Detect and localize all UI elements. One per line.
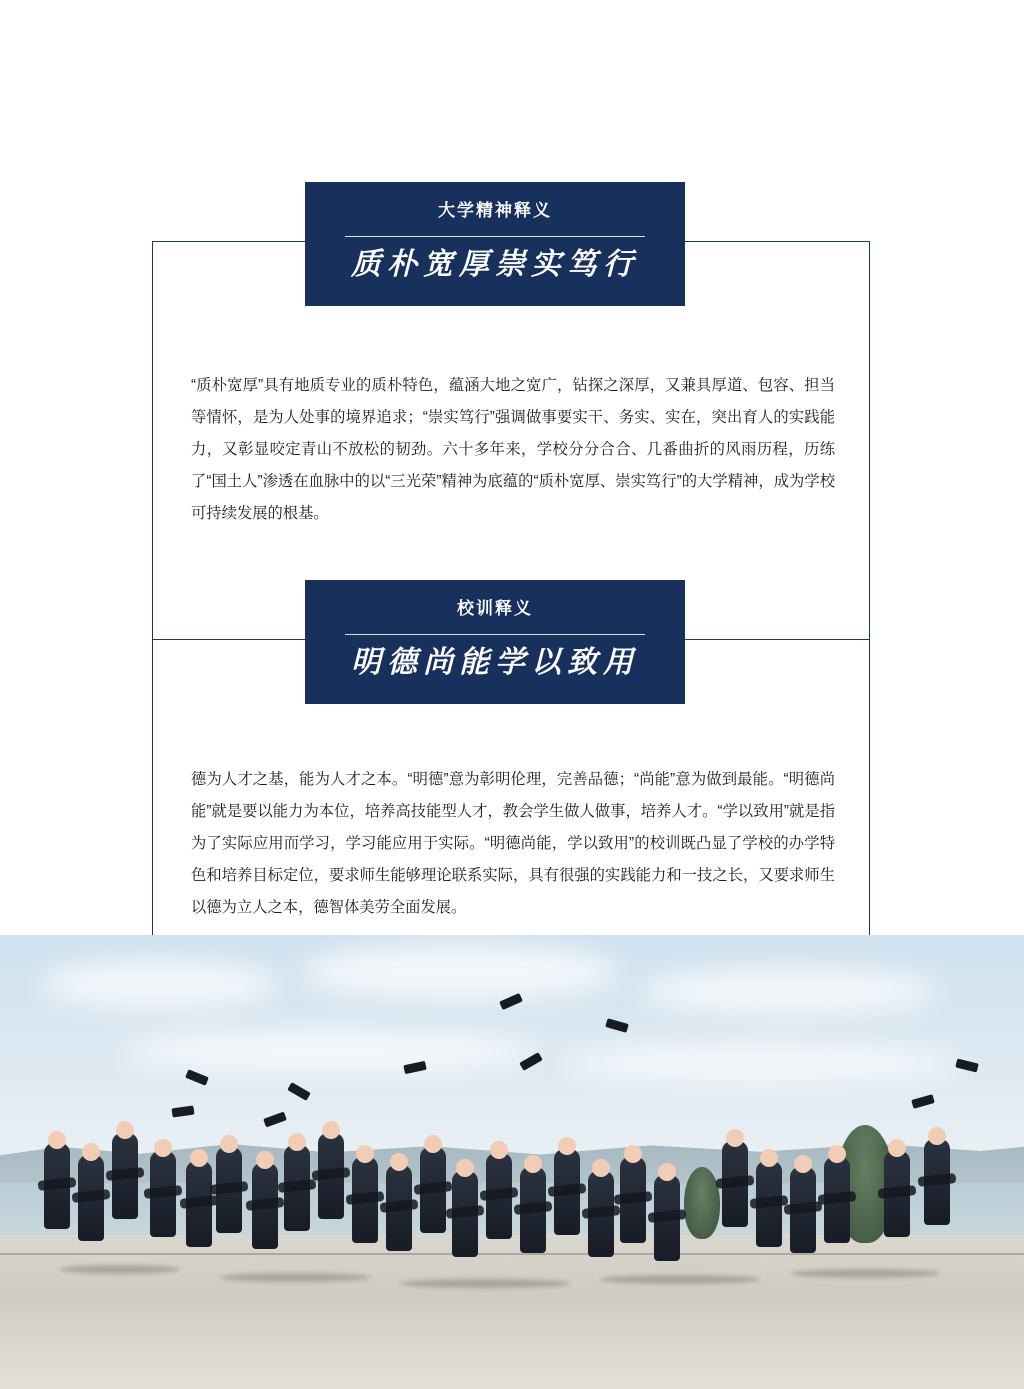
graduate-figure (884, 1151, 910, 1237)
banner-divider (345, 634, 645, 635)
graduate-figure (44, 1143, 70, 1229)
cloud-shape (640, 969, 940, 1013)
section-body-text: 德为人才之基，能为人才之本。“明德”意为彰明伦理，完善品德；“尚能”意为做到最能。“明德尚能”就是要以能力为本位，培养高技能型人才，教会学生做人做事，培养人才。“学以致用”就是指为了实际应用而学习，学习能应用于实际。“明德尚能，学以致用”的校训既凸显了学校的办学特色和培养目标定位，要求师生能够理论联系实际，具有很强的实践能力和一技之长，又要求师生以德为立人之本，德智体美劳全面发展。 (191, 771, 835, 916)
graduate-figure (722, 1141, 748, 1227)
graduate-figure (486, 1153, 512, 1239)
cloud-shape (120, 1031, 540, 1071)
graduation-photo (0, 935, 1024, 1389)
graduate-figure (186, 1161, 212, 1247)
graduate-figure (654, 1175, 680, 1261)
graduate-figure (588, 1171, 614, 1257)
cloud-shape (40, 961, 280, 1007)
graduate-figure (386, 1165, 412, 1251)
graduate-figure (824, 1157, 850, 1243)
graduate-figure (252, 1163, 278, 1249)
banner-title: 大学精神释义 (438, 201, 552, 220)
banner-slogan: 明德尚能学以致用 (351, 645, 639, 680)
graduate-figure (790, 1167, 816, 1253)
graduate-figure (318, 1133, 344, 1219)
graduate-figure (756, 1161, 782, 1247)
graduate-figure (78, 1155, 104, 1241)
ground-edge-line (0, 1253, 1024, 1255)
figure-shadow (400, 1279, 570, 1288)
graduate-figure (284, 1145, 310, 1231)
graduate-figure (216, 1147, 242, 1233)
graduate-figure (620, 1157, 646, 1243)
banner-divider (345, 236, 645, 237)
section-body-text: “质朴宽厚”具有地质专业的质朴特色，蕴涵大地之宽广，钻探之深厚，又兼具厚道、包容、担当等情怀，是为人处事的境界追求；“崇实笃行”强调做事要实干、务实、实在，突出育人的实践能力，又彰显咬定青山不放松的韧劲。六十多年来，学校分分合合、几番曲折的风雨历程，历练了“国土人”渗透在血脉中的以“三光荣”精神为底蕴的“质朴宽厚、崇实笃行”的大学精神，成为学校可持续发展的根基。 (191, 377, 835, 522)
tree-shape (684, 1167, 720, 1239)
banner-title: 校训释义 (457, 599, 533, 618)
graduate-figure (924, 1139, 950, 1225)
graduate-figure (452, 1171, 478, 1257)
cloud-shape (300, 945, 620, 999)
figure-shadow (790, 1269, 940, 1278)
section-banner (305, 182, 685, 306)
figure-shadow (600, 1275, 760, 1284)
figure-shadow (60, 1265, 180, 1274)
graduate-figure (420, 1147, 446, 1233)
graduate-figure (112, 1133, 138, 1219)
graduate-figure (520, 1167, 546, 1253)
ground-plaza (0, 1235, 1024, 1389)
graduate-figure (352, 1157, 378, 1243)
graduate-figure (554, 1149, 580, 1235)
figure-shadow (220, 1273, 370, 1282)
cloud-shape (560, 1045, 960, 1081)
graduate-figure (150, 1151, 176, 1237)
banner-slogan: 质朴宽厚崇实笃行 (351, 247, 639, 282)
section-banner (305, 580, 685, 704)
